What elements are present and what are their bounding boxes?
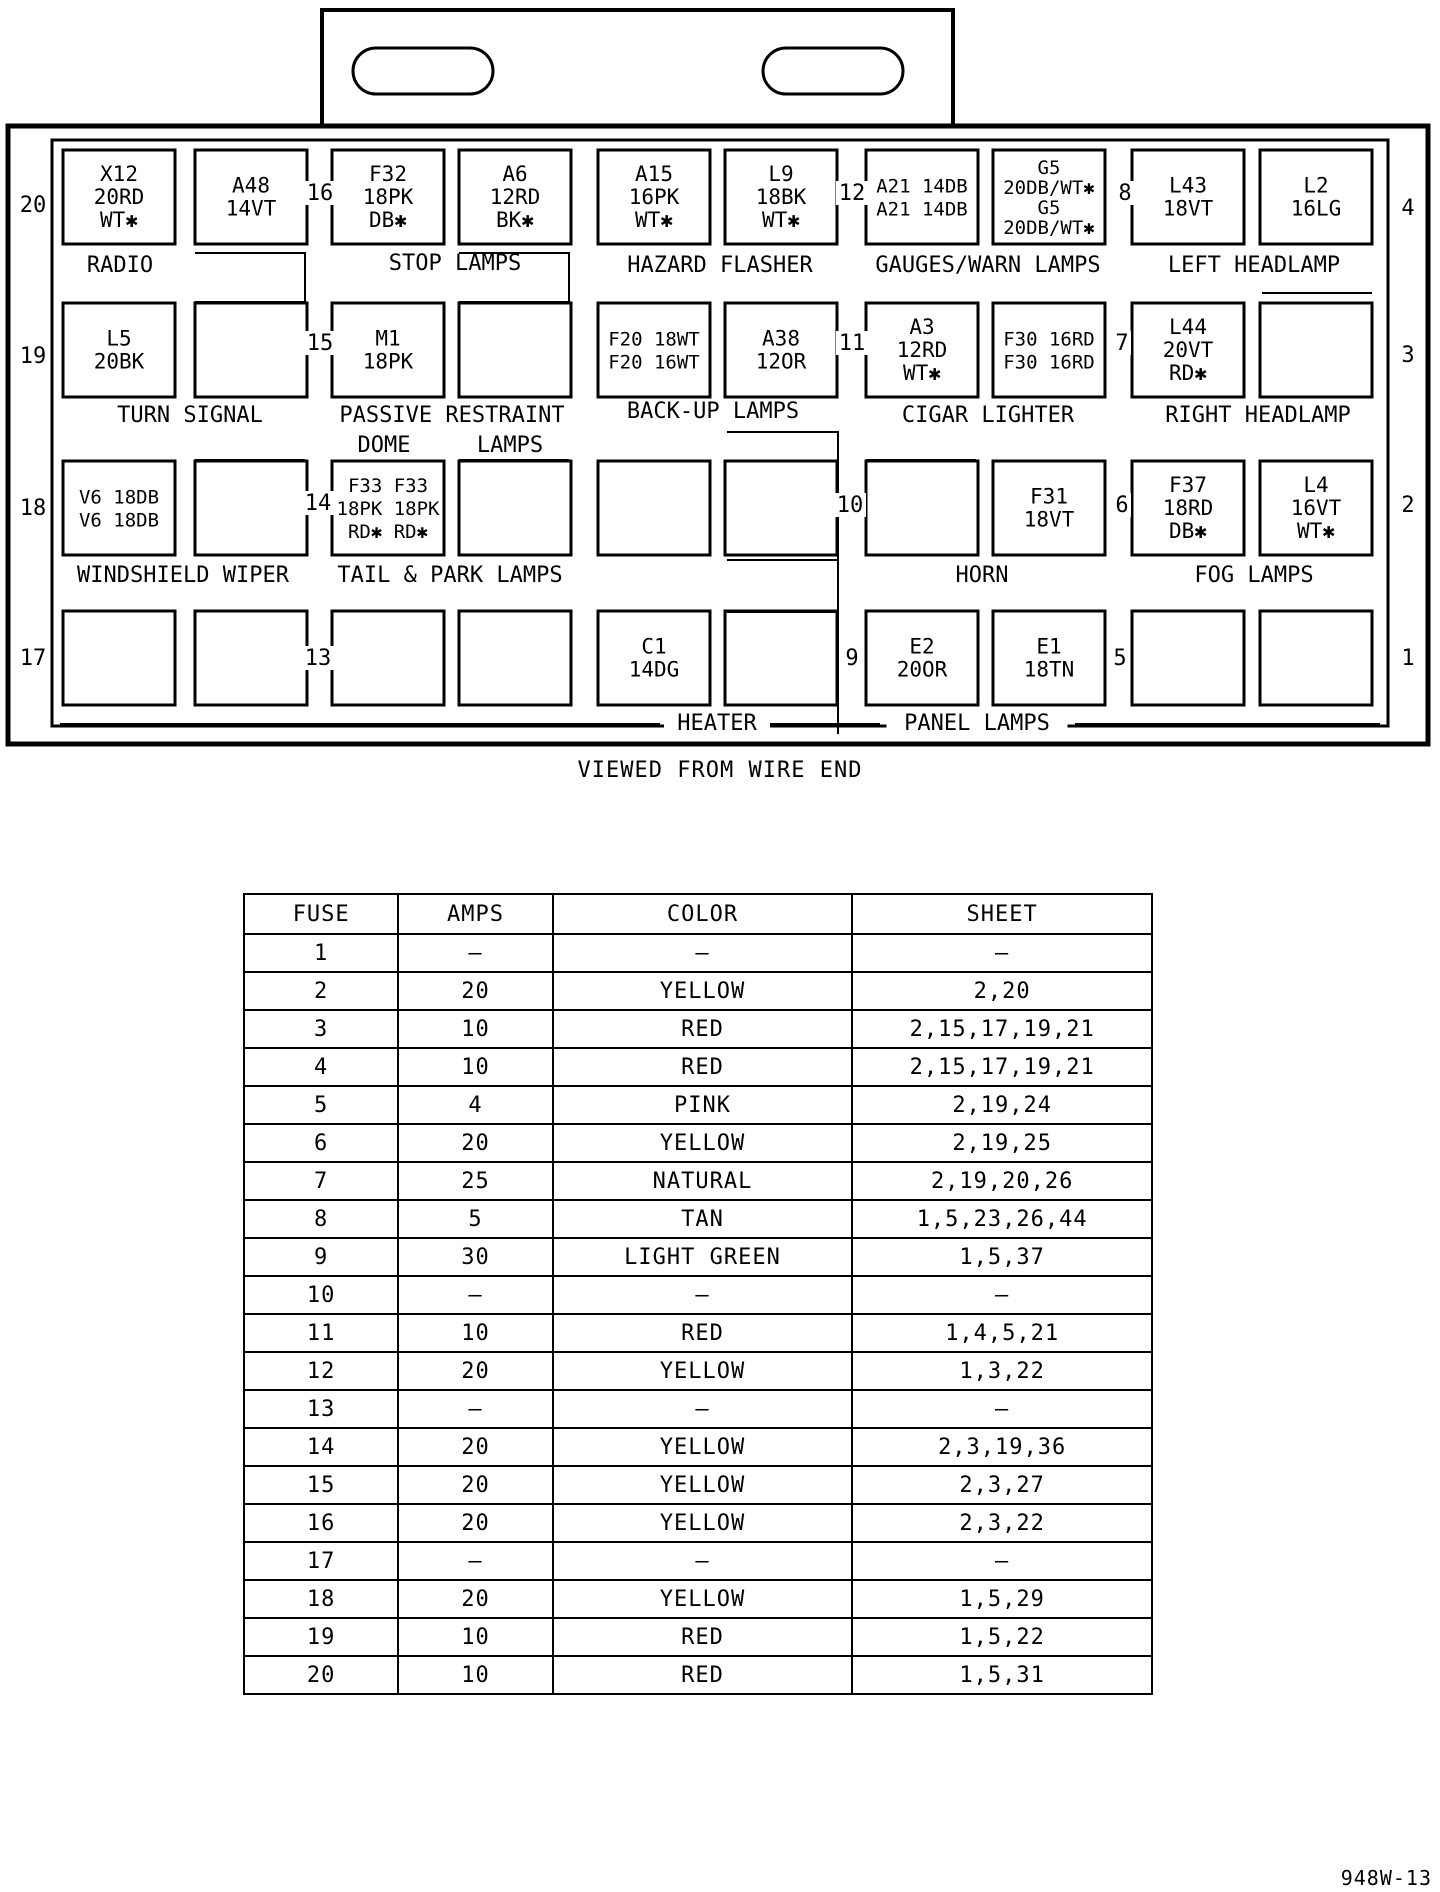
fuse-cavity-c14a — [332, 461, 444, 555]
fuse-cavity-c12a — [598, 150, 710, 244]
cell-color: — — [553, 1390, 853, 1428]
cell-fuse: 2 — [244, 972, 398, 1010]
table-row — [244, 1124, 1152, 1162]
circuit-code: 12RD — [489, 185, 541, 209]
fuse-cavity-c15b — [459, 303, 571, 397]
cell-color: — — [553, 1276, 853, 1314]
fuse-position-17: 17 — [19, 646, 47, 671]
fuse-cavity-c1a — [1132, 611, 1244, 705]
circuit-code: 16VT — [1290, 496, 1342, 520]
cell-amps: — — [398, 1542, 552, 1580]
fuse-cavity-c11a — [598, 303, 710, 397]
circuit-code: 18VT — [1162, 196, 1214, 221]
circuit-code: F32 — [369, 162, 407, 186]
circuit-code: F33 F33 — [347, 475, 429, 497]
circuit-code: A21 14DB — [876, 198, 968, 221]
cell-fuse: 18 — [244, 1580, 398, 1618]
cavity-box — [725, 611, 837, 705]
cell-amps: 10 — [398, 1314, 552, 1352]
circuit-code: RD✱ RD✱ — [347, 521, 429, 543]
cell-color: YELLOW — [553, 1504, 853, 1542]
circuit-code: 18BK — [755, 185, 807, 209]
fuse-position-8: 8 — [1118, 181, 1132, 206]
circuit-code: 16LG — [1290, 196, 1342, 221]
circuit-code: C1 — [641, 634, 667, 659]
cell-sheet: 2,19,24 — [852, 1086, 1152, 1124]
cell-sheet: 1,5,29 — [852, 1580, 1152, 1618]
circuit-code: A21 14DB — [876, 175, 968, 198]
fuse-position-6: 6 — [1115, 493, 1129, 518]
fuse-position-15: 15 — [306, 331, 334, 356]
fuse-position-10: 10 — [836, 493, 864, 518]
cell-amps: — — [398, 1390, 552, 1428]
circuit-label-turn-signal: TURN SIGNAL — [117, 403, 263, 428]
cell-fuse: 11 — [244, 1314, 398, 1352]
circuit-label-tail-park-lamps: TAIL & PARK LAMPS — [337, 563, 563, 588]
fuse-block-diagram — [0, 0, 1440, 760]
circuit-code: WT✱ — [903, 361, 941, 385]
fuse-cavity-c6a — [866, 461, 978, 555]
fuse-cavity-c15a — [332, 303, 444, 397]
circuit-code: F20 18WT — [608, 328, 700, 351]
fuse-position-18: 18 — [19, 496, 47, 521]
cell-fuse: 5 — [244, 1086, 398, 1124]
cell-color: TAN — [553, 1200, 853, 1238]
circuit-label-right-headlamp: RIGHT HEADLAMP — [1165, 403, 1351, 428]
diagram-caption: VIEWED FROM WIRE END — [577, 758, 863, 783]
cell-color: RED — [553, 1314, 853, 1352]
circuit-label-stop-lamps: STOP LAMPS — [388, 251, 522, 276]
cell-sheet: 2,15,17,19,21 — [852, 1048, 1152, 1086]
table-row — [244, 1656, 1152, 1694]
circuit-code: M1 — [375, 326, 401, 351]
fuse-cavity-c13a — [332, 611, 444, 705]
fuse-position-9: 9 — [845, 646, 859, 671]
fuse-cavity-c10a — [598, 461, 710, 555]
table-row — [244, 1238, 1152, 1276]
fuse-cavity-c12b — [725, 150, 837, 244]
fuse-cavity-c13b — [459, 611, 571, 705]
cell-color: RED — [553, 1618, 853, 1656]
cell-color: YELLOW — [553, 972, 853, 1010]
table-row — [244, 934, 1152, 972]
fuse-cavity-c10b — [725, 461, 837, 555]
table-row — [244, 1580, 1152, 1618]
fuse-cavity-c3a — [1132, 303, 1244, 397]
circuit-label-cigar-lighter: CIGAR LIGHTER — [901, 403, 1075, 428]
cell-sheet: — — [852, 1390, 1152, 1428]
cell-amps: 20 — [398, 972, 552, 1010]
fuse-position-12: 12 — [838, 181, 866, 206]
circuit-code: L2 — [1303, 173, 1329, 198]
cell-sheet: 2,3,22 — [852, 1504, 1152, 1542]
cell-sheet: 1,5,31 — [852, 1656, 1152, 1694]
cell-fuse: 7 — [244, 1162, 398, 1200]
cavity-box — [332, 611, 444, 705]
circuit-code: F30 16RD — [1003, 328, 1095, 351]
fuse-position-16: 16 — [306, 181, 334, 206]
circuit-code: F37 — [1169, 473, 1207, 497]
fuse-cavity-c9a — [598, 611, 710, 705]
cell-fuse: 9 — [244, 1238, 398, 1276]
table-row — [244, 1314, 1152, 1352]
cell-fuse: 10 — [244, 1276, 398, 1314]
circuit-code: DB✱ — [369, 208, 407, 232]
cell-sheet: 2,19,20,26 — [852, 1162, 1152, 1200]
cell-sheet: 2,20 — [852, 972, 1152, 1010]
circuit-code: 12RD — [896, 338, 948, 362]
cell-color: LIGHT GREEN — [553, 1238, 853, 1276]
circuit-label-windshield-wiper: WINDSHIELD WIPER — [77, 563, 289, 588]
fuse-cavity-c7a — [866, 303, 978, 397]
cell-amps: 20 — [398, 1428, 552, 1466]
circuit-label-back-up-lamps: BACK-UP LAMPS — [626, 399, 800, 424]
circuit-label-panel-lamps: PANEL LAMPS — [904, 711, 1050, 736]
circuit-code: 18TN — [1023, 657, 1075, 682]
circuit-label-gauges-warn-lamps: GAUGES/WARN LAMPS — [875, 253, 1101, 278]
circuit-code: 20DB/WT✱ — [1003, 217, 1095, 239]
mounting-bracket — [322, 10, 953, 128]
fuse-cavity-c1b — [1260, 611, 1372, 705]
table-row — [244, 1428, 1152, 1466]
cavity-box — [459, 303, 571, 397]
cell-sheet: 1,5,37 — [852, 1238, 1152, 1276]
circuit-code: A38 — [762, 326, 800, 351]
cell-fuse: 12 — [244, 1352, 398, 1390]
cavity-box — [195, 303, 307, 397]
cell-amps: 25 — [398, 1162, 552, 1200]
fuse-cavity-c5b — [993, 611, 1105, 705]
circuit-label-hazard-flasher: HAZARD FLASHER — [627, 253, 813, 278]
circuit-code: F31 — [1030, 484, 1068, 509]
fuse-table — [243, 893, 1153, 1695]
circuit-code: E2 — [909, 634, 935, 659]
circuit-code: 20VT — [1162, 338, 1214, 362]
cell-fuse: 19 — [244, 1618, 398, 1656]
fuse-cavity-c6b — [993, 461, 1105, 555]
cell-fuse: 14 — [244, 1428, 398, 1466]
circuit-code: 18PK 18PK — [336, 498, 440, 520]
circuit-label-heater: HEATER — [677, 711, 757, 736]
circuit-code: 18RD — [1162, 496, 1214, 520]
circuit-label-radio: RADIO — [86, 253, 154, 278]
circuit-label-passive-restraint: PASSIVE RESTRAINT — [339, 403, 565, 428]
cavity-box — [459, 611, 571, 705]
fuse-position-19: 19 — [19, 344, 47, 369]
fuse-position-20: 20 — [19, 193, 47, 218]
circuit-code: 16PK — [628, 185, 680, 209]
circuit-label-dome: DOME — [357, 433, 411, 458]
fuse-cavity-c8b — [993, 150, 1105, 244]
fuse-position-3: 3 — [1401, 343, 1415, 368]
cell-amps: 10 — [398, 1048, 552, 1086]
column-header-sheet: SHEET — [852, 894, 1152, 934]
circuit-code: A6 — [502, 162, 528, 186]
circuit-code: 20OR — [896, 657, 948, 682]
cell-amps: 20 — [398, 1580, 552, 1618]
cavity-box — [1132, 611, 1244, 705]
circuit-code: V6 18DB — [78, 486, 160, 509]
circuit-code: L4 — [1303, 473, 1329, 497]
circuit-code: 18PK — [362, 185, 414, 209]
cell-color: — — [553, 934, 853, 972]
cell-amps: 20 — [398, 1466, 552, 1504]
circuit-label-left-headlamp: LEFT HEADLAMP — [1167, 253, 1341, 278]
cavity-box — [1260, 303, 1372, 397]
fuse-cavity-c4b — [1260, 150, 1372, 244]
cavity-box — [459, 461, 571, 555]
circuit-code: A48 — [232, 173, 270, 198]
circuit-code: G5 — [1037, 157, 1061, 179]
column-header-fuse: FUSE — [244, 894, 398, 934]
fuse-cavity-c20a — [63, 150, 175, 244]
cell-amps: 4 — [398, 1086, 552, 1124]
circuit-code: WT✱ — [1297, 519, 1335, 543]
fuse-cavity-c18a — [63, 461, 175, 555]
circuit-code: 14VT — [225, 196, 277, 221]
circuit-code: L43 — [1169, 173, 1207, 198]
fuse-block-outer — [8, 126, 1428, 744]
column-header-color: COLOR — [553, 894, 853, 934]
cell-amps: 20 — [398, 1504, 552, 1542]
fuse-position-11: 11 — [838, 331, 866, 356]
cell-sheet: 1,3,22 — [852, 1352, 1152, 1390]
cell-amps: — — [398, 1276, 552, 1314]
cell-color: YELLOW — [553, 1352, 853, 1390]
cell-fuse: 17 — [244, 1542, 398, 1580]
cavity-box — [866, 461, 978, 555]
circuit-code: RD✱ — [1169, 361, 1207, 385]
circuit-code: F30 16RD — [1003, 351, 1095, 374]
table-row — [244, 1542, 1152, 1580]
cell-amps: 20 — [398, 1352, 552, 1390]
cell-fuse: 16 — [244, 1504, 398, 1542]
cell-color: NATURAL — [553, 1162, 853, 1200]
circuit-code: 20RD — [93, 185, 145, 209]
cell-color: — — [553, 1542, 853, 1580]
table-row — [244, 1086, 1152, 1124]
circuit-code: WT✱ — [635, 208, 673, 232]
cell-sheet: 2,15,17,19,21 — [852, 1010, 1152, 1048]
cell-sheet: 1,4,5,21 — [852, 1314, 1152, 1352]
circuit-code: 14DG — [628, 657, 680, 682]
fuse-cavity-c9b — [725, 611, 837, 705]
circuit-code: L5 — [106, 326, 132, 351]
fuse-cavity-c14b — [459, 461, 571, 555]
table-row — [244, 972, 1152, 1010]
circuit-code: V6 18DB — [78, 509, 160, 532]
cavity-box — [598, 461, 710, 555]
fuse-cavity-c16a — [332, 150, 444, 244]
cell-fuse: 3 — [244, 1010, 398, 1048]
table-row — [244, 1162, 1152, 1200]
circuit-label-horn: HORN — [955, 563, 1009, 588]
circuit-code: BK✱ — [496, 208, 534, 232]
fuse-cavity-c3b — [1260, 303, 1372, 397]
fuse-cavity-c19a — [63, 303, 175, 397]
fuse-position-2: 2 — [1401, 493, 1415, 518]
fuse-cavity-c11b — [725, 303, 837, 397]
column-header-amps: AMPS — [398, 894, 552, 934]
mounting-slot-left — [353, 48, 493, 94]
circuit-label-fog-lamps: FOG LAMPS — [1194, 563, 1314, 588]
circuit-code: A3 — [909, 315, 935, 339]
cell-fuse: 4 — [244, 1048, 398, 1086]
fuse-cavity-c8a — [866, 150, 978, 244]
table-header-row — [244, 894, 1152, 934]
cell-amps: 10 — [398, 1010, 552, 1048]
table-row — [244, 1010, 1152, 1048]
circuit-code: X12 — [100, 162, 138, 186]
circuit-code: DB✱ — [1169, 519, 1207, 543]
fuse-cavity-c5a — [866, 611, 978, 705]
cell-sheet: — — [852, 1276, 1152, 1314]
fuse-cavity-c17a — [63, 611, 175, 705]
cell-fuse: 20 — [244, 1656, 398, 1694]
cell-sheet: 2,19,25 — [852, 1124, 1152, 1162]
circuit-code: A15 — [635, 162, 673, 186]
table-row — [244, 1618, 1152, 1656]
fuse-position-13: 13 — [304, 646, 332, 671]
figure-id: 948W-13 — [1340, 1866, 1432, 1890]
cavity-box — [725, 461, 837, 555]
circuit-code: 18PK — [362, 349, 414, 374]
fuse-cavity-c20b — [195, 150, 307, 244]
cell-fuse: 6 — [244, 1124, 398, 1162]
cell-sheet: 2,3,19,36 — [852, 1428, 1152, 1466]
circuit-code: 20DB/WT✱ — [1003, 177, 1095, 199]
cell-color: RED — [553, 1656, 853, 1694]
cavity-box — [63, 611, 175, 705]
cell-fuse: 8 — [244, 1200, 398, 1238]
fuse-position-4: 4 — [1401, 196, 1415, 221]
fuse-position-14: 14 — [304, 491, 332, 516]
fuse-cavity-c19b — [195, 303, 307, 397]
table-row — [244, 1390, 1152, 1428]
cell-fuse: 1 — [244, 934, 398, 972]
cell-color: PINK — [553, 1086, 853, 1124]
circuit-code: WT✱ — [100, 208, 138, 232]
fuse-position-7: 7 — [1115, 331, 1129, 356]
cell-amps: 10 — [398, 1618, 552, 1656]
cell-sheet: 1,5,22 — [852, 1618, 1152, 1656]
circuit-code: 12OR — [755, 349, 807, 374]
circuit-code: 20BK — [93, 349, 145, 374]
cell-color: YELLOW — [553, 1466, 853, 1504]
fuse-cavity-c7b — [993, 303, 1105, 397]
mounting-slot-right — [763, 48, 903, 94]
fuse-cavity-c2a — [1132, 461, 1244, 555]
cell-amps: 30 — [398, 1238, 552, 1276]
cavity-box — [1260, 611, 1372, 705]
fuse-cavity-c4a — [1132, 150, 1244, 244]
cell-amps: — — [398, 934, 552, 972]
cell-color: YELLOW — [553, 1124, 853, 1162]
cell-fuse: 15 — [244, 1466, 398, 1504]
table-row — [244, 1504, 1152, 1542]
table-row — [244, 1048, 1152, 1086]
fuse-position-5: 5 — [1113, 646, 1127, 671]
cell-fuse: 13 — [244, 1390, 398, 1428]
cell-color: RED — [553, 1010, 853, 1048]
fuse-cavity-c17b — [195, 611, 307, 705]
fuse-cavity-c16b — [459, 150, 571, 244]
circuit-code: L44 — [1169, 315, 1207, 339]
fuse-block-inner — [52, 140, 1388, 726]
cell-sheet: — — [852, 1542, 1152, 1580]
cell-color: YELLOW — [553, 1428, 853, 1466]
cell-amps: 5 — [398, 1200, 552, 1238]
cell-color: RED — [553, 1048, 853, 1086]
circuit-code: WT✱ — [762, 208, 800, 232]
circuit-code: G5 — [1037, 197, 1061, 219]
cell-amps: 10 — [398, 1656, 552, 1694]
cavity-box — [195, 611, 307, 705]
table-row — [244, 1200, 1152, 1238]
cell-amps: 20 — [398, 1124, 552, 1162]
cell-sheet: 1,5,23,26,44 — [852, 1200, 1152, 1238]
cell-sheet: 2,3,27 — [852, 1466, 1152, 1504]
circuit-code: 18VT — [1023, 507, 1075, 532]
cell-color: YELLOW — [553, 1580, 853, 1618]
fuse-cavity-c2b — [1260, 461, 1372, 555]
fuse-cavity-c18b — [195, 461, 307, 555]
circuit-code: L9 — [768, 162, 794, 186]
circuit-code: E1 — [1036, 634, 1062, 659]
table-row — [244, 1466, 1152, 1504]
cell-sheet: — — [852, 934, 1152, 972]
circuit-label-lamps: LAMPS — [476, 433, 544, 458]
cavity-box — [195, 461, 307, 555]
circuit-code: F20 16WT — [608, 351, 700, 374]
table-row — [244, 1352, 1152, 1390]
fuse-position-1: 1 — [1401, 646, 1415, 671]
table-row — [244, 1276, 1152, 1314]
